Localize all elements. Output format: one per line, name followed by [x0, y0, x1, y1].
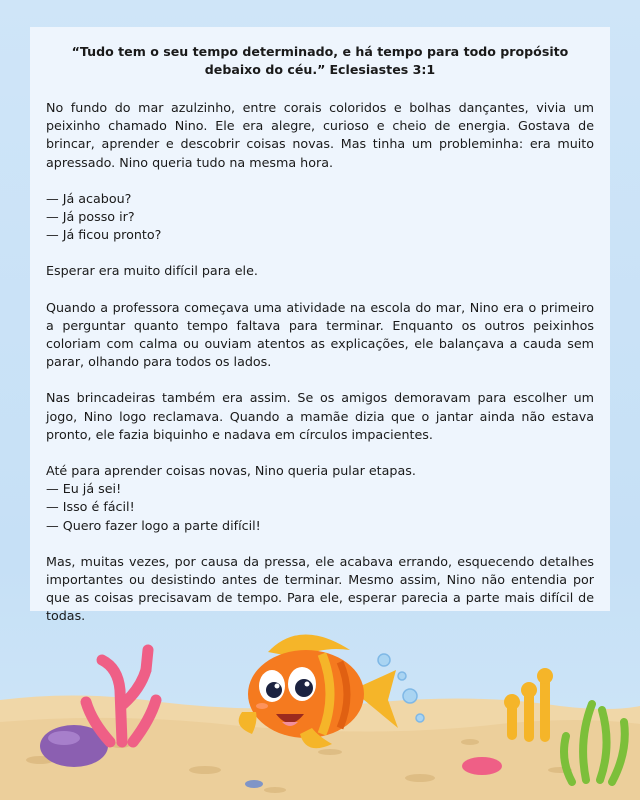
- dialogue-line: — Já acabou?: [46, 190, 132, 206]
- paragraph-3: Quando a professora começava uma atividade na escola do mar, Nino era o primeiro a perguntar quanto tempo faltava para terminar. Enquanto os outros peixinhos coloriam com calma ou ouviam atentos as explicações, ele balançava a cauda sem parar, olhando para todos os lados.: [46, 299, 594, 370]
- fish-side-fin: [239, 712, 257, 734]
- dialogue-1: [46, 190, 594, 245]
- fish-bottom-fin: [300, 728, 332, 748]
- dialogue-line: — Isso é fácil!: [46, 499, 135, 515]
- fish-tail: [352, 670, 398, 728]
- fish-mouth: [276, 714, 304, 723]
- paragraph-4: Nas brincadeiras também era assim. Se os amigos demoravam para escolher um jogo, Nino logo reclamava. Quando a mamãe dizia que o jantar ainda não estava pronto, ele fazia biquinho e nadava em círculos impacientes.: [46, 390, 594, 442]
- sand-highlight: [0, 718, 640, 800]
- sand-speckles: [26, 739, 572, 793]
- rock-illustration: [40, 725, 108, 767]
- yellow-coral-illustration: [504, 668, 553, 742]
- rock-highlight: [48, 731, 80, 745]
- pebble-illustration: [462, 757, 502, 775]
- story-card: [30, 27, 610, 624]
- fish-stripe: [322, 654, 330, 734]
- fish-top-fin: [268, 634, 350, 658]
- fish-eye-right: [288, 667, 316, 701]
- dialogue-line: — Eu já sei!: [46, 481, 122, 497]
- bubble-illustration: [369, 654, 424, 722]
- fish-pupil-right: [295, 679, 313, 697]
- quote-line-2-text: debaixo do céu.”: [204, 62, 326, 77]
- quote-reference: Eclesiastes 3:1: [329, 62, 436, 77]
- dialogue-line: — Já posso ir?: [46, 209, 135, 225]
- bible-quote: [46, 43, 594, 79]
- coral-illustration: [86, 650, 156, 742]
- quote-line-2: [46, 61, 594, 79]
- paragraph-2: Esperar era muito difícil para ele.: [46, 263, 258, 279]
- fish-stripe-2: [340, 662, 347, 728]
- seaweed-illustration: [564, 704, 625, 782]
- fish-illustration: [239, 634, 398, 748]
- pebble-small: [245, 780, 263, 788]
- quote-line-1: “Tudo tem o seu tempo determinado, e há tempo para todo propósito: [71, 44, 569, 59]
- fish-pupil-left: [266, 682, 282, 698]
- sand-floor: [0, 695, 640, 800]
- dialogue-line: — Já ficou pronto?: [46, 227, 162, 243]
- fish-eye-left: [259, 670, 285, 702]
- paragraph-1: No fundo do mar azulzinho, entre corais coloridos e bolhas dançantes, vivia um peixinho chamado Nino. Ele era alegre, curioso e cheio de energia. Gostava de brincar, aprender e descobrir coisas novas. Mas tinha um probleminha: era muito apressado. Nino queria tudo na mesma hora.: [46, 100, 594, 170]
- paragraph-5-line: Até para aprender coisas novas, Nino queria pular etapas.: [46, 463, 416, 479]
- paragraph-5: [46, 462, 594, 535]
- fish-body: [248, 650, 364, 738]
- dialogue-line: — Quero fazer logo a parte difícil!: [46, 517, 261, 533]
- paragraph-6: Mas, muitas vezes, por causa da pressa, ele acabava errando, esquecendo detalhes importantes ou desistindo antes de terminar. Mesmo assim, Nino não entendia por que as coisas precisavam de tempo. Para ele, esperar parecia a parte mais difícil de todas.: [46, 553, 594, 624]
